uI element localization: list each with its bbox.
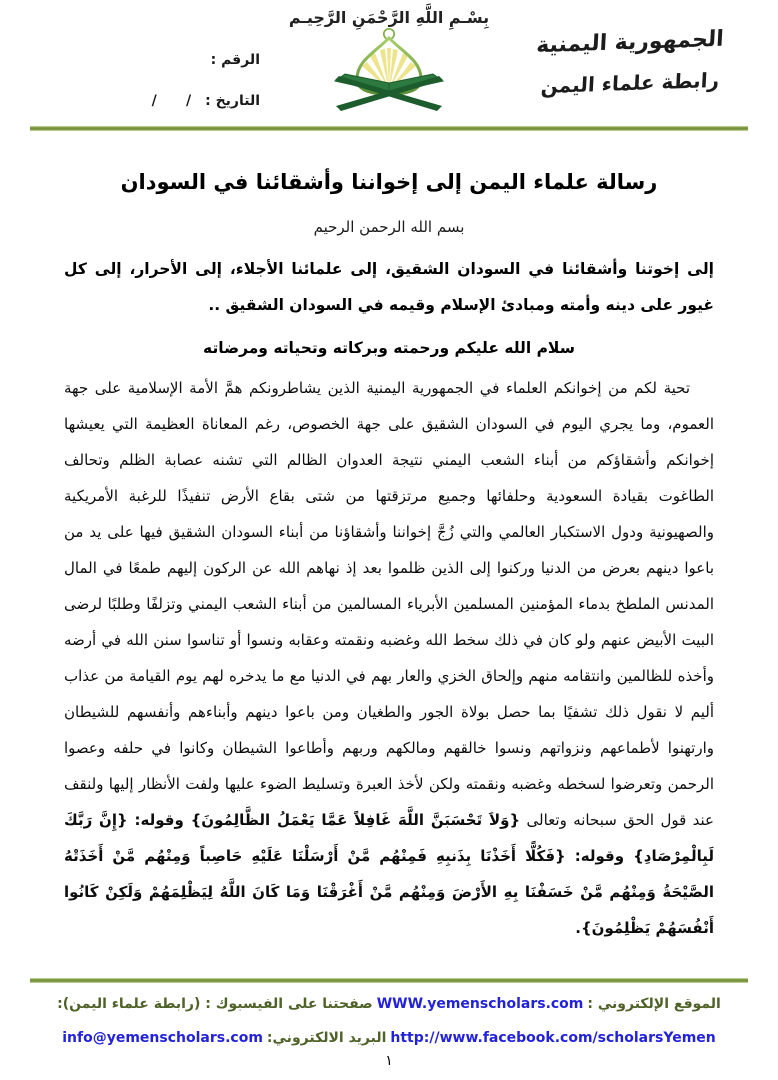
date-row <box>60 93 260 113</box>
website-label: الموقع الإلكتروني : <box>587 996 721 1012</box>
bismillah-calligraphy: بِسْـمِ اللَّهِ الرَّحْمَنِ الرَّحِيـم <box>288 8 490 27</box>
quran-dome-logo-graphic <box>300 24 478 122</box>
reference-block <box>60 52 260 113</box>
page-number: ١ <box>385 1053 393 1069</box>
salutation-paragraph: إلى إخوتنا وأشقائنا في السودان الشقيق، إلى علمائنا الأجلاء، إلى الأحرار، إلى كل غيور على دينه وأمته ومبادئ الإسلام وقيمه في السودان الشقيق .. <box>64 260 714 314</box>
header-divider <box>30 126 748 131</box>
date-label: التاريخ : <box>205 93 260 109</box>
country-name-calligraphy: الجمهورية اليمنية <box>535 26 725 59</box>
website-link[interactable]: WWW.yemenscholars.com <box>376 996 584 1012</box>
letter-body <box>64 150 714 976</box>
main-paragraph-text: تحية لكم من إخوانكم العلماء في الجمهورية اليمنية الذين يشاطرونكم همَّ الأمة الإسلامية على جهة العموم، وما يجري اليوم في السودان الشقيق على جهة الخصوص، رغم المعاناة العظيمة التي يعيشها إخوانكم وأشقاؤكم من أبناء الشعب اليمني نتيجة العدوان الظالم التي تشنه عصابة الظلم وتحالف الطاغوت بقيادة السعودية وحلفائها وجميع مرتزقتها من شتى بقاع الأرض تنفيذًا للرغبة الأمريكية والصهيونية ودول الاستكبار العالمي والتي زُجَّ إخواننا وأشقاؤنا من أبناء السودان الشقيق فيها على يد من باعوا دينهم بعرض من الدنيا وركنوا إلى الذين ظلموا بعد إذ نهاهم الله عن الركون إليهم طمعًا في المال المدنس الملطخ بدماء المؤمنين المسلمين الأبرياء المسالمين من أبناء الشعب اليمني وتزلفًا وطلبًا لرضى البيت الأبيض عنهم ولو كان في ذلك سخط الله وغضبه ونقمته وعقابه ونسوا أو تناسوا سنن الله في أرضه وأخذه للظالمين وانتقامه منهم وإلحاق الخزي والعار بهم في الدنيا مع ما يدخره لهم يوم القيامة من عذاب أليم لا نقول ذلك تشفيًا بما حصل بولاة الجور والطغيان ومن باعوا دينهم وأبناءهم وأنفسهم للشيطان وارتهنوا لأطماعهم ونزواتهم ونسوا خالقهم ومالكهم وربهم وأطاعوا الشيطان وكانوا في حلفه وعصوا الرحمن وتعرضوا لسخطه وغضبه ونقمته ولكن لأخذ العبرة وتسليط الضوء عليها ولفت الأنظار إليها ولنقف عند قول الحق سبحانه وتعالى <box>64 378 714 829</box>
org-logo <box>300 24 478 122</box>
org-name-calligraphy: رابطة علماء اليمن <box>540 67 720 99</box>
footer-divider <box>30 978 748 983</box>
facebook-label: صفحتنا على الفيسبوك : (رابطة علماء اليمن): <box>57 996 373 1012</box>
footer-website-line <box>0 996 778 1012</box>
main-paragraph <box>64 370 714 946</box>
basmala-line: بسم الله الرحمن الرحيم <box>313 218 465 236</box>
greeting-line: سلام الله عليكم ورحمته وبركاته وتحياته ومرضاته <box>203 338 575 357</box>
email-label: البريد الالكتروني: <box>266 1030 387 1046</box>
email-link[interactable]: info@yemenscholars.com <box>62 1030 263 1046</box>
quran-verses: {وَلاَ تَحْسَبَنَّ اللَّهَ غَافِلاً عَمَّا يَعْمَلُ الظَّالِمُونَ} وقوله: {إِنَّ رَبَّكَ لَبِالْمِرْصَادِ} وقوله: {فَكُلًّا أَخَذْنَا بِذَنبِهِ فَمِنْهُم مَّنْ أَرْسَلْنَا عَلَيْهِ حَاصِباً وَمِنْهُم مَّنْ أَخَذَتْهُ الصَّيْحَةُ وَمِنْهُم مَّنْ خَسَفْنَا بِهِ الأَرْضَ وَمِنْهُم مَّنْ أَغْرَقْنَا وَمَا كَانَ اللَّهُ لِيَظْلِمَهُمْ وَلَكِنْ كَانُوا أَنْفُسَهُمْ يَظْلِمُونَ}. <box>64 810 714 937</box>
page-title: رسالة علماء اليمن إلى إخواننا وأشقائنا في السودان <box>120 170 658 194</box>
number-label: الرقم : <box>210 52 260 68</box>
letterhead-org-block <box>510 26 750 99</box>
footer-contact-line <box>0 1030 778 1046</box>
facebook-link[interactable]: http://www.facebook.com/scholarsYemen <box>390 1030 716 1046</box>
date-slashes: / / <box>151 93 192 109</box>
